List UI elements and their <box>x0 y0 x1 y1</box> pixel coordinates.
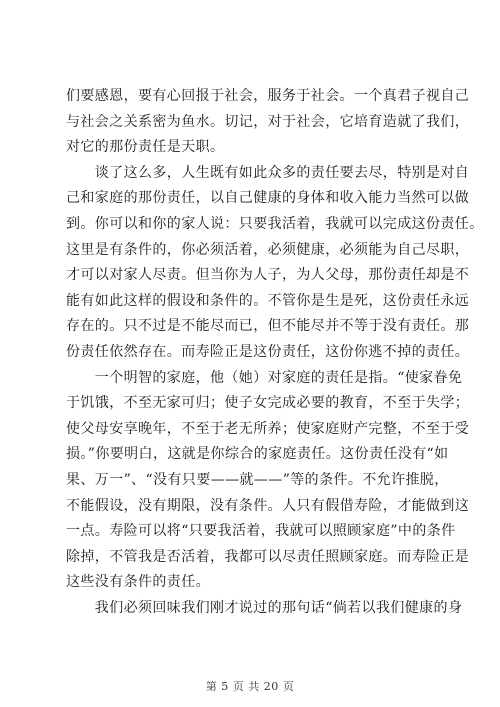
text-line: 我们必须回味我们刚才说过的那句话“倘若以我们健康的身 <box>66 599 463 616</box>
text-line: 使父母安享晚年，不至于老无所养；使家庭财产完整，不至于受 <box>66 420 470 437</box>
text-line: 能有如此这样的假设和条件的。不管你是生是死，这份责任永远 <box>66 292 470 309</box>
text-line: 们要感恩，要有心回报于社会，服务于社会。一个真君子视自己 <box>66 88 470 104</box>
text-line: 与社会之关系密为鱼水。切记，对于社会，它培育造就了我们， <box>66 113 470 130</box>
text-line: 一点。寿险可以将“只要我活着，我就可以照顾家庭”中的条件 <box>66 523 456 540</box>
text-line: 谈了这么多，人生既有如此众多的责任要去尽，特别是对自 <box>66 164 470 181</box>
text-line: 到。你可以和你的家人说：只要我活着，我就可以完成这份责任。 <box>66 215 484 232</box>
text-line: 这里是有条件的，你必须活着，必须健康，必须能为自己尽职， <box>66 241 470 258</box>
text-line: 才可以对家人尽责。但当你为人子，为人父母，那份责任却是不 <box>66 267 470 284</box>
text-line: 除掉，不管我是否活着，我都可以尽责任照顾家庭。而寿险正是 <box>66 548 470 565</box>
paragraph-2 <box>66 161 484 366</box>
text-line: 份责任依然存在。而寿险正是这份责任，这份你逃不掉的责任。 <box>66 343 470 360</box>
body-text <box>66 84 484 621</box>
text-line: 对它的那份责任是天职。 <box>66 139 225 156</box>
text-line: 于饥饿，不至无家可归；使子女完成必要的教育，不至于失学； <box>66 395 470 412</box>
text-line: 果、万一”、“没有只要——就——”等的条件。不允许推脱， <box>66 471 449 488</box>
text-line: 一个明智的家庭，他（她）对家庭的责任是指。“使家眷免 <box>66 369 463 386</box>
page-footer: 第 5 页 共 20 页 <box>205 680 295 693</box>
paragraph-3 <box>66 366 470 596</box>
text-line: 存在的。只不过是不能尽而已，但不能尽并不等于没有责任。那 <box>66 318 470 335</box>
paragraph-4 <box>66 596 463 622</box>
text-line: 损。”你要明白，这就是你综合的家庭责任。这份责任没有“如 <box>66 446 449 463</box>
text-line: 己和家庭的那份责任，以自己健康的身体和收入能力当然可以做 <box>66 190 470 207</box>
text-line: 这些没有条件的责任。 <box>66 574 210 591</box>
text-line: 不能假设，没有期限，没有条件。人只有假借寿险，才能做到这 <box>66 497 470 514</box>
paragraph-1 <box>66 84 470 161</box>
